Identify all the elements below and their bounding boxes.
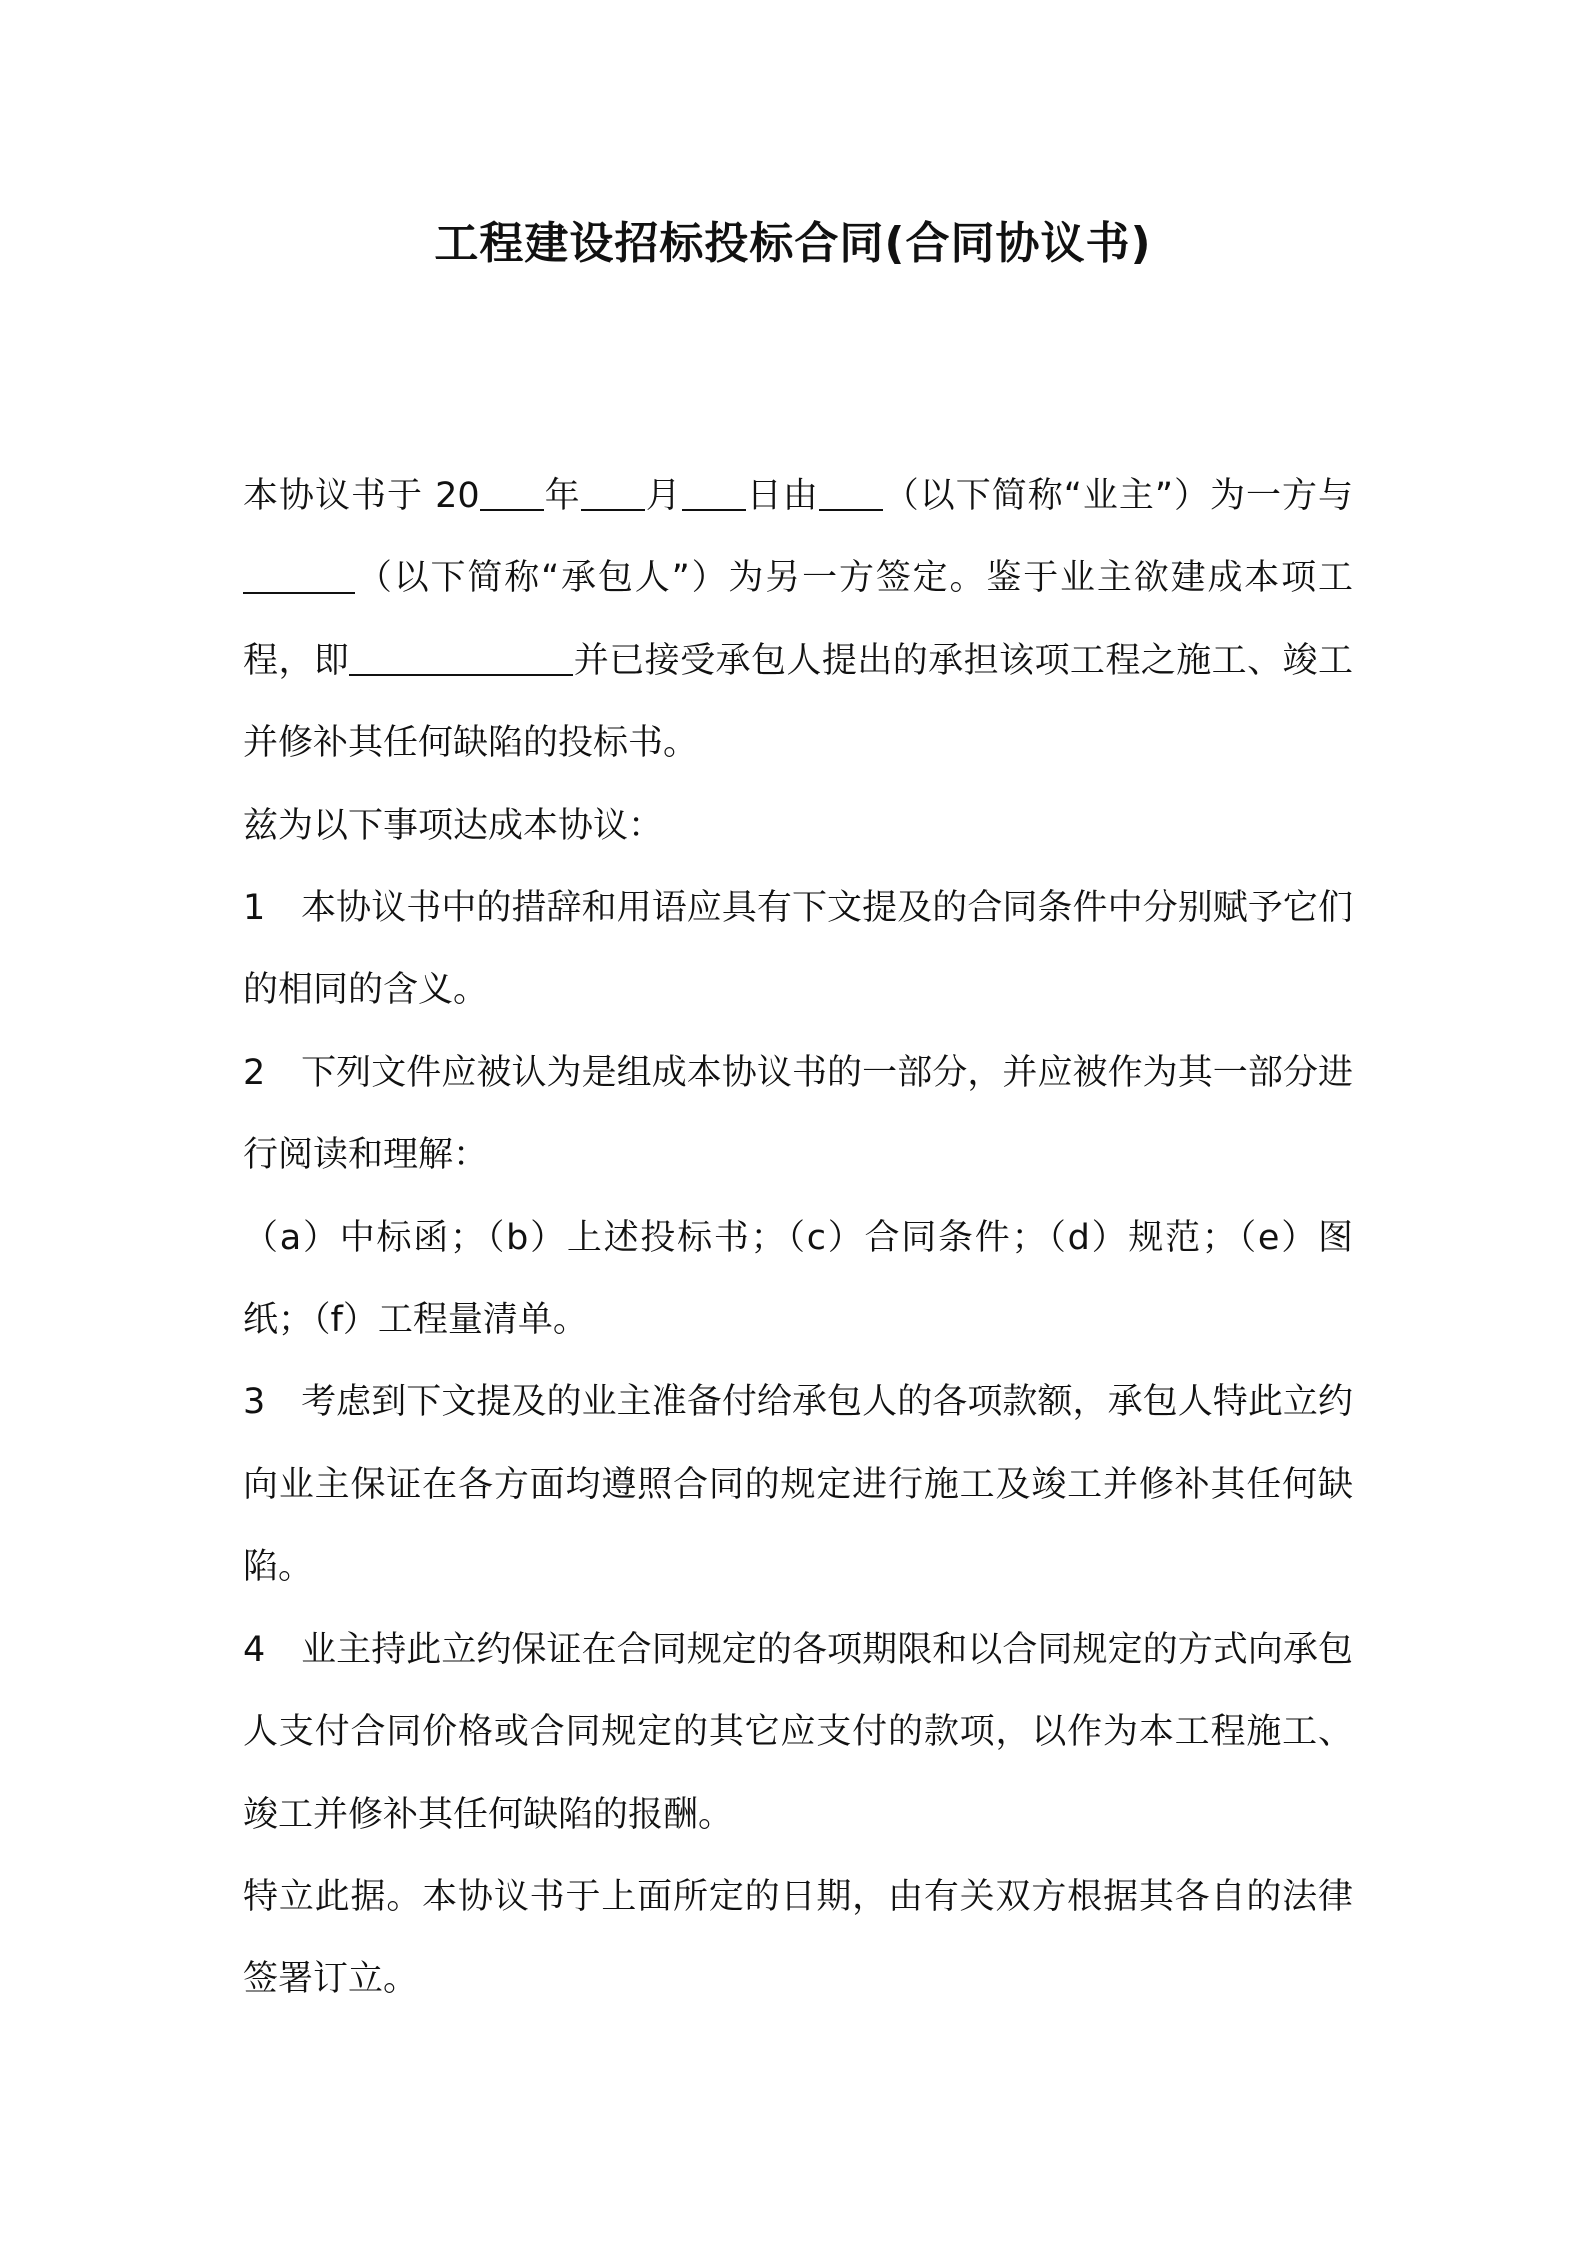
clause-number: 1 bbox=[243, 888, 266, 929]
agreement-intro: 兹为以下事项达成本协议： bbox=[243, 805, 664, 846]
clause-2 bbox=[243, 1032, 1353, 1197]
clause-text: 下列文件应被认为是组成本协议书的一部分，并应被作为其一部分进行阅读和理解： bbox=[243, 1052, 1353, 1176]
intro-text: 月 bbox=[644, 476, 682, 516]
intro-text: 年 bbox=[543, 476, 581, 516]
project-blank bbox=[349, 639, 573, 676]
owner-blank bbox=[819, 474, 883, 511]
clause-text: 本协议书中的措辞和用语应具有下文提及的合同条件中分别赋予它们的相同的含义。 bbox=[243, 888, 1353, 1011]
month-blank bbox=[581, 474, 645, 511]
intro-text: 日由 bbox=[745, 476, 819, 516]
clause-text: （a）中标函；（b）上述投标书；（c）合同条件；（d）规范；（e）图纸；（f）工程量清单。 bbox=[243, 1217, 1353, 1341]
clause-text: 考虑到下文提及的业主准备付给承包人的各项款额，承包人特此立约向业主保证在各方面均遵照合同的规定进行施工及竣工并修补其任何缺陷。 bbox=[243, 1382, 1353, 1588]
intro-text: （以下简称“业主”）为一方与 bbox=[882, 476, 1353, 516]
clause-1 bbox=[243, 867, 1353, 1032]
intro-text: 并已接受承包人提出的承担该项工程之施工、竣工并修补其任何缺陷的投标书。 bbox=[243, 640, 1353, 764]
document-list bbox=[243, 1197, 1353, 1362]
intro-text: （以下简称“承包人”）为另一方签定。鉴于业主欲建成本项工程，即 bbox=[243, 558, 1353, 681]
clause-4 bbox=[243, 1609, 1353, 1856]
day-blank bbox=[682, 474, 746, 511]
intro-paragraph bbox=[243, 455, 1353, 785]
document-title: 工程建设招标投标合同(合同协议书) bbox=[434, 218, 1152, 269]
year-blank bbox=[480, 474, 544, 511]
clause-number: 2 bbox=[243, 1052, 266, 1093]
clause-3 bbox=[243, 1361, 1353, 1608]
contractor-blank bbox=[243, 557, 355, 594]
clause-text: 业主持此立约保证在合同规定的各项期限和以合同规定的方式向承包人支付合同价格或合同规定的其它应支付的款项，以作为本工程施工、竣工并修补其任何缺陷的报酬。 bbox=[243, 1629, 1353, 1835]
document-body bbox=[243, 455, 1353, 2021]
clause-number: 4 bbox=[243, 1629, 266, 1670]
intro-text: 本协议书于 20 bbox=[243, 476, 480, 516]
clause-number: 3 bbox=[243, 1382, 266, 1423]
closing-paragraph: 特立此据。本协议书于上面所定的日期，由有关双方根据其各自的法律签署订立。 bbox=[243, 1876, 1353, 2000]
